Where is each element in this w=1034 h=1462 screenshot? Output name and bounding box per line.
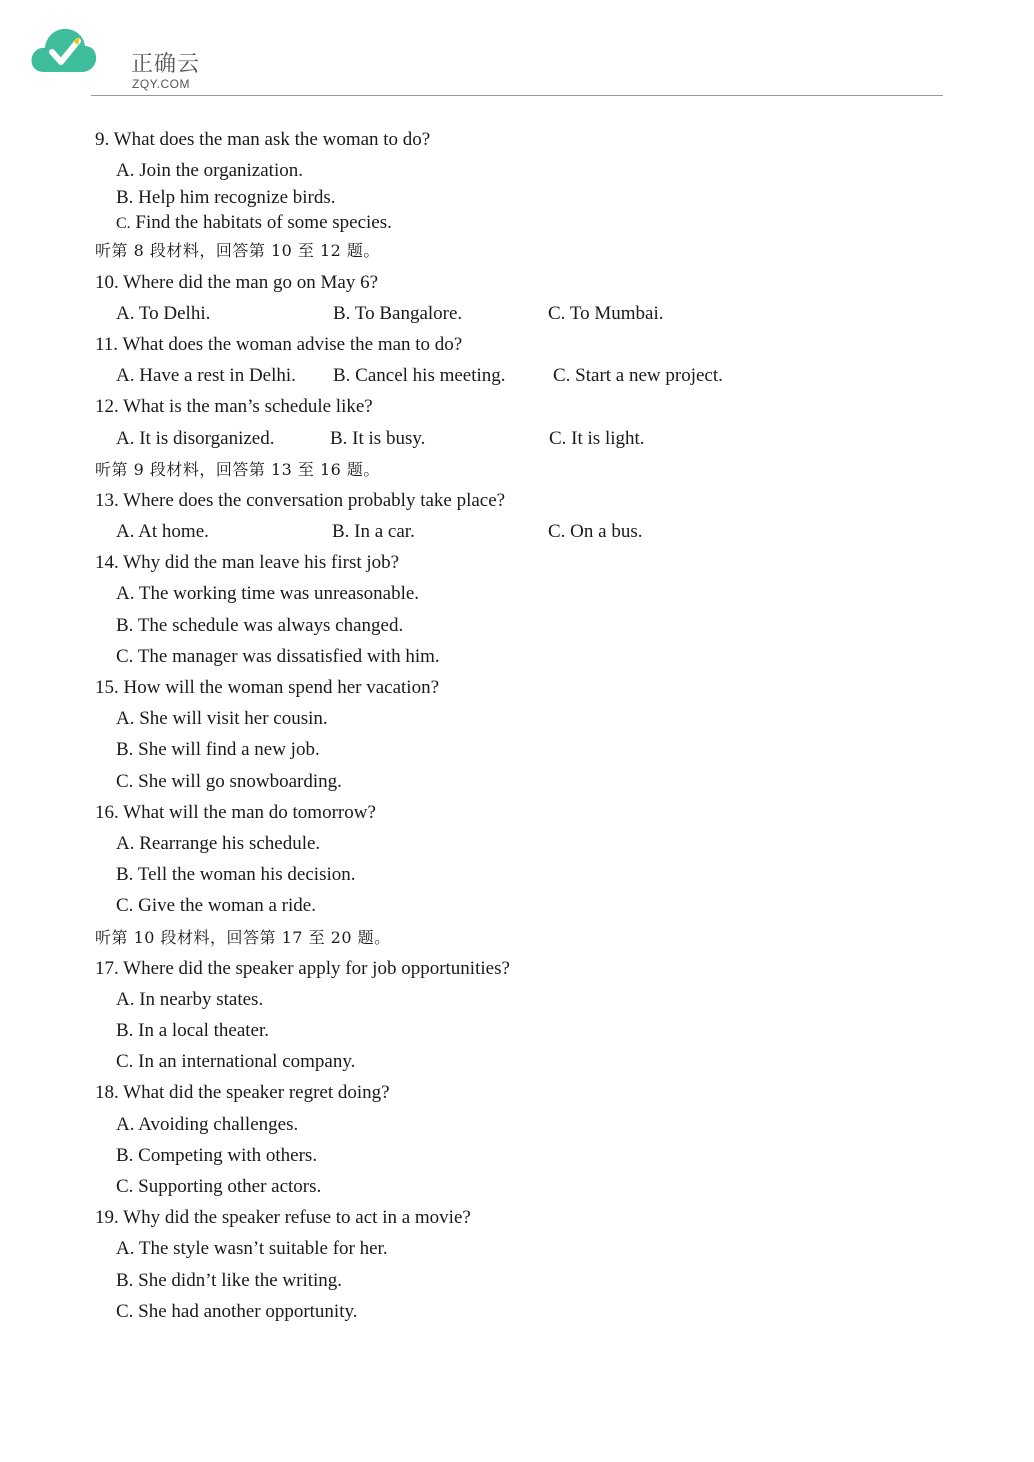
option-11b: B. Cancel his meeting. [333,365,506,387]
option-9c-letter: C. [116,214,131,232]
option-12a: A. It is disorganized. [116,427,275,449]
option-9c-text: Find the habitats of some species. [135,211,392,233]
logo-chinese-text: 正确云 [131,52,201,77]
zqy-logo [30,24,210,91]
question-9: 9. What does the man ask the woman to do? [95,129,431,150]
question-13: 13. Where does the conversation probably take place? [95,489,506,511]
option-13b: B. In a car. [332,521,415,543]
question-19: 19. Why did the speaker refuse to act in a movie? [95,1207,471,1229]
logo-domain-text: ZQY.COM [132,77,190,91]
option-14a: A. The working time was unreasonable. [116,583,420,605]
cloud-check-icon [30,24,98,74]
option-13a: A. At home. [116,521,209,543]
option-19b: B. She didn’t like the writing. [116,1269,343,1291]
option-18b: B. Competing with others. [116,1144,318,1166]
question-list [95,124,955,1327]
option-12b: B. It is busy. [330,427,426,449]
header-divider [91,95,943,96]
option-13c: C. On a bus. [548,521,643,543]
option-11c: C. Start a new project. [553,365,723,387]
option-18c: C. Supporting other actors. [116,1176,322,1197]
option-17a: A. In nearby states. [116,988,264,1010]
option-16c: C. Give the woman a ride. [116,895,316,917]
option-11a: A. Have a rest in Delhi. [116,365,296,387]
option-14b: B. The schedule was always changed. [116,614,404,636]
option-12c: C. It is light. [549,427,645,449]
option-19a: A. The style wasn’t suitable for her. [116,1238,388,1260]
option-16a: A. Rearrange his schedule. [116,832,321,854]
option-10a: A. To Delhi. [116,302,211,324]
option-17b: B. In a local theater. [116,1020,269,1042]
option-9c [95,211,955,236]
options-10 [95,298,955,329]
question-17: 17. Where did the speaker apply for job opportunities? [95,957,510,979]
option-18a: A. Avoiding challenges. [116,1113,299,1135]
option-9a: A. Join the organization. [116,160,303,182]
option-9b: B. Help him recognize birds. [116,187,336,209]
option-14c: C. The manager was dissatisfied with him. [116,645,440,667]
option-10c: C. To Mumbai. [548,302,664,324]
question-11: 11. What does the woman advise the man to do? [95,333,463,355]
question-10: 10. Where did the man go on May 6? [95,271,378,293]
section-8-heading: 听第 8 段材料，回答第 10 至 12 题。 [95,241,380,261]
options-13 [95,516,955,547]
section-10-heading: 听第 10 段材料，回答第 17 至 20 题。 [95,927,391,947]
question-15: 15. How will the woman spend her vacation? [95,677,440,698]
option-15c: C. She will go snowboarding. [116,770,342,792]
option-16b: B. Tell the woman his decision. [116,864,356,886]
question-14: 14. Why did the man leave his first job? [95,552,400,574]
question-16: 16. What will the man do tomorrow? [95,801,376,823]
question-18: 18. What did the speaker regret doing? [95,1082,390,1104]
option-10b: B. To Bangalore. [333,302,463,324]
options-12 [95,423,955,454]
option-19c: C. She had another opportunity. [116,1300,358,1322]
option-15b: B. She will find a new job. [116,739,320,761]
option-17c: C. In an international company. [116,1051,356,1073]
question-12: 12. What is the man’s schedule like? [95,396,373,418]
options-11 [95,360,955,391]
section-9-heading: 听第 9 段材料，回答第 13 至 16 题。 [95,459,380,479]
option-15a: A. She will visit her cousin. [116,708,328,730]
